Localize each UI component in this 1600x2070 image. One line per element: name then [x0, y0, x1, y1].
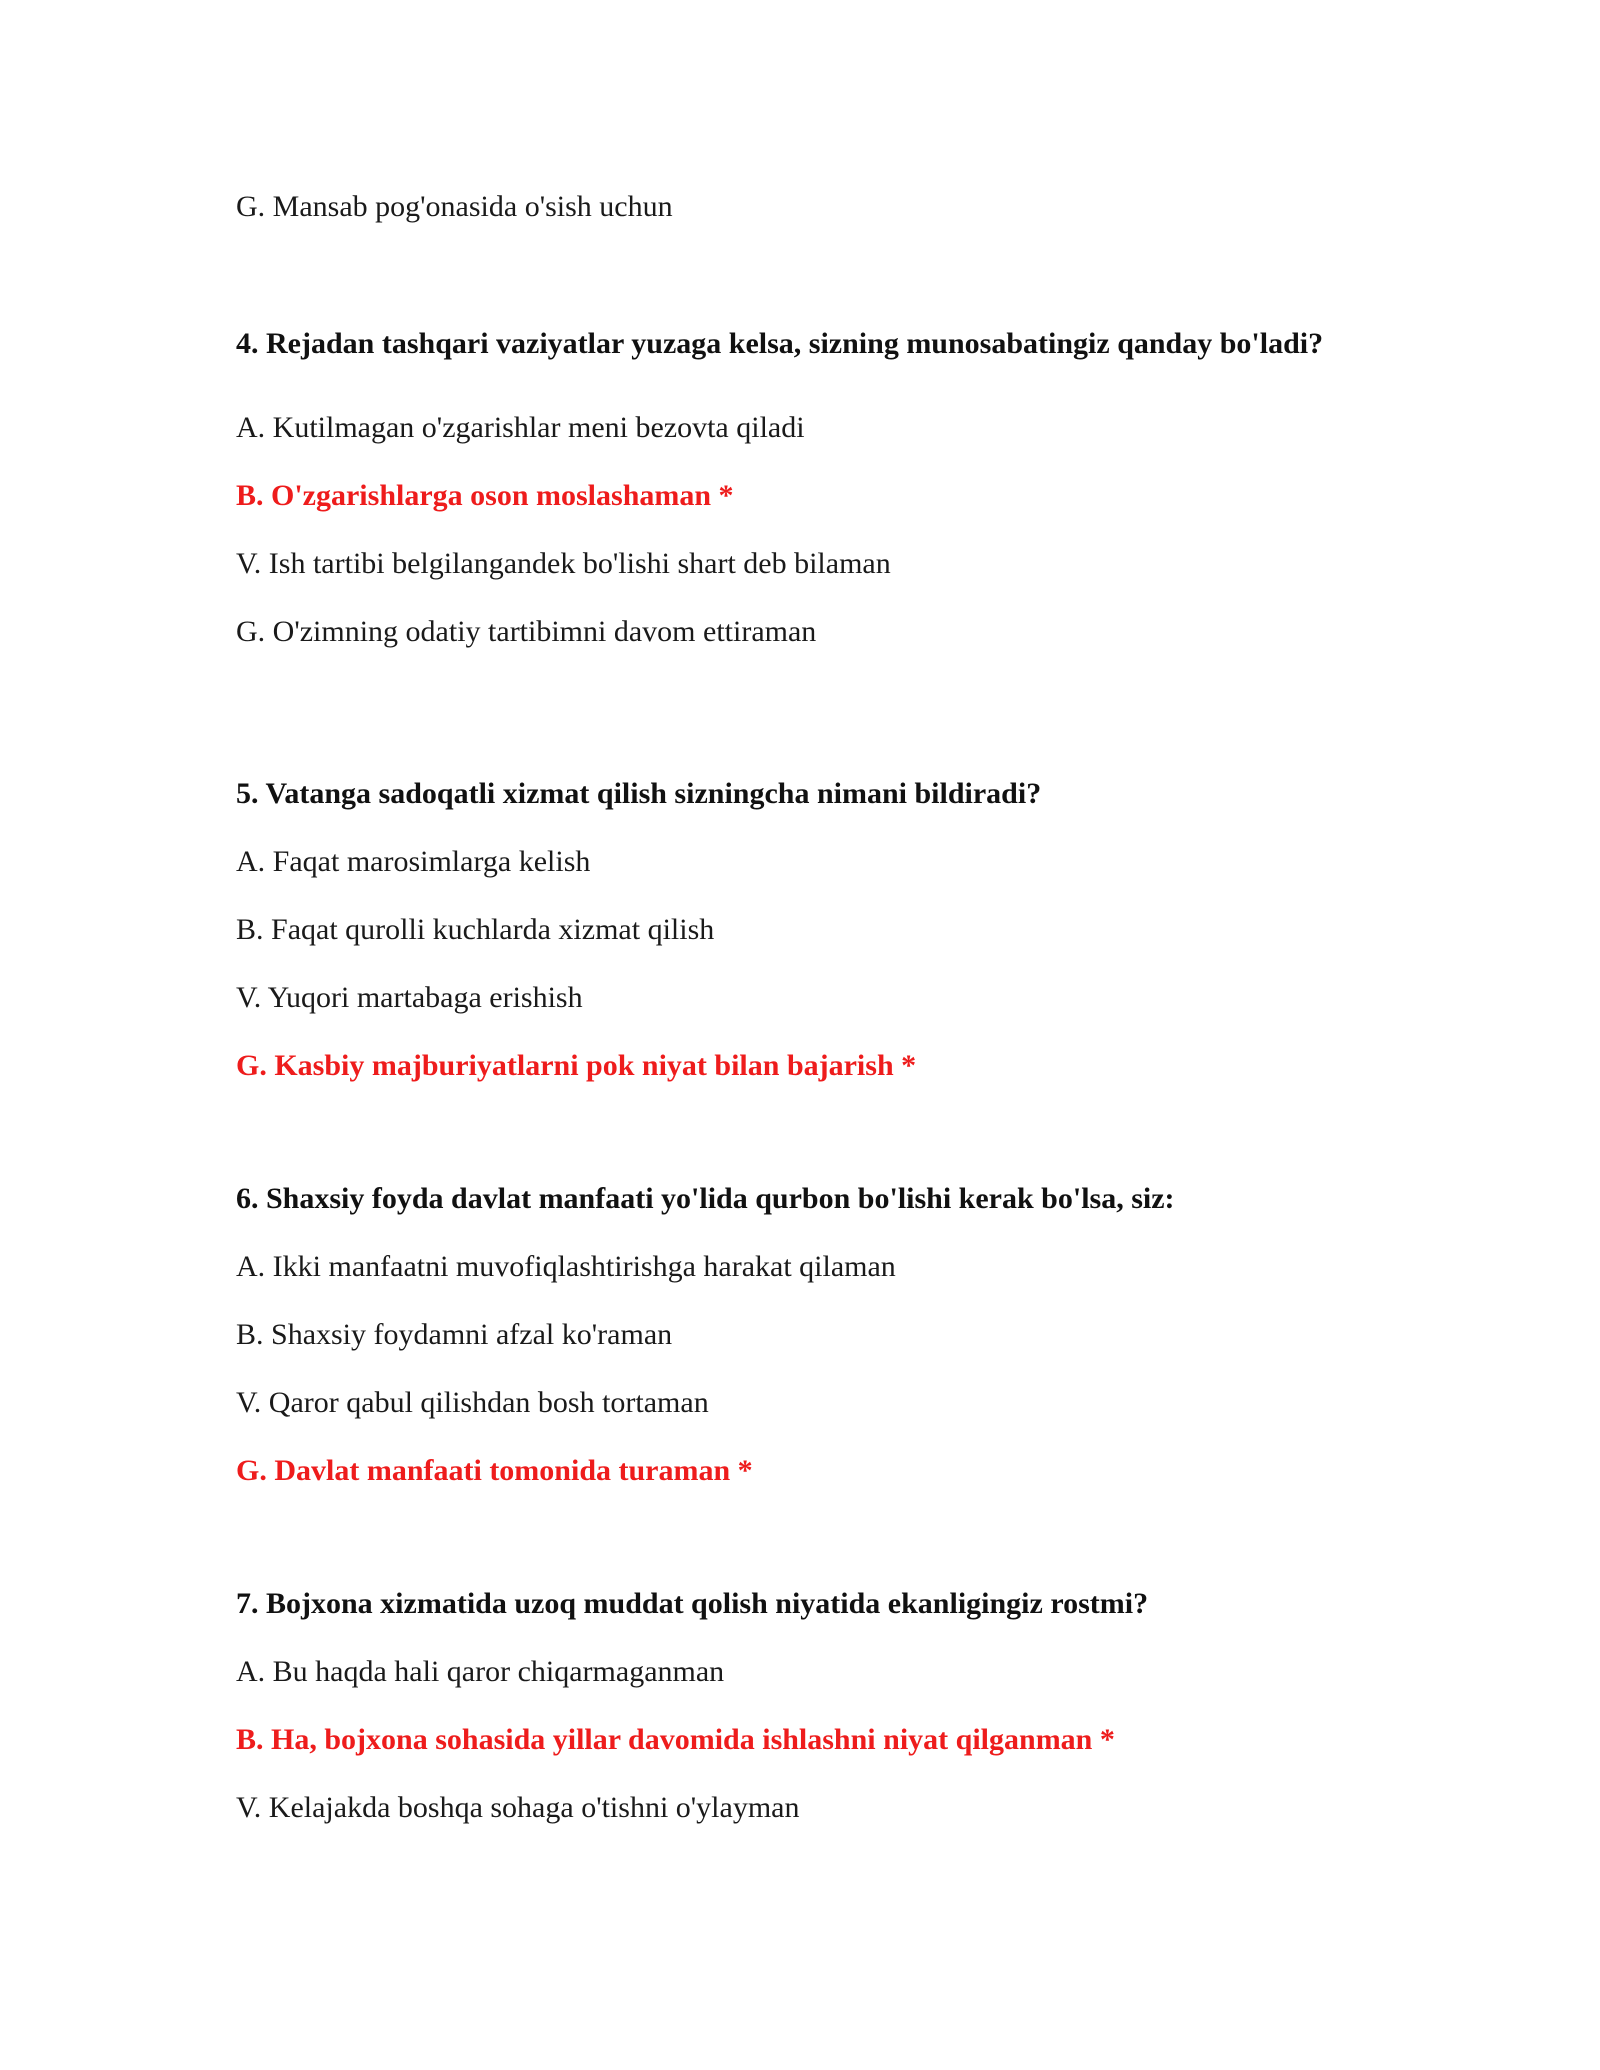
answer-option-v: V. Yuqori martabaga erishish: [236, 981, 583, 1014]
question-4-text: 4. Rejadan tashqari vaziyatlar yuzaga kelsa, sizning munosabatingiz qanday bo'ladi?: [236, 327, 1324, 360]
answer-option-b-correct: B. Ha, bojxona sohasida yillar davomida ishlashni niyat qilganman *: [236, 1723, 1115, 1756]
answer-option-b-correct: B. O'zgarishlarga oson moslashaman *: [236, 479, 734, 512]
answer-option-g-correct: G. Kasbiy majburiyatlarni pok niyat bilan bajarish *: [236, 1049, 917, 1082]
question-block-7: [236, 1584, 1366, 1856]
answer-option-v: V. Kelajakda boshqa sohaga o'tishni o'ylayman: [236, 1791, 800, 1824]
answer-option-v: V. Qaror qabul qilishdan bosh tortaman: [236, 1386, 709, 1419]
answer-option-a: A. Faqat marosimlarga kelish: [236, 845, 591, 878]
answer-option-g-correct: G. Davlat manfaati tomonida turaman *: [236, 1454, 753, 1487]
question-block-6: [236, 1179, 1366, 1519]
answer-option-a: A. Ikki manfaatni muvofiqlashtirishga harakat qilaman: [236, 1250, 896, 1283]
answer-option-g: G. O'zimning odatiy tartibimni davom ettiraman: [236, 615, 817, 648]
question-5-text: 5. Vatanga sadoqatli xizmat qilish sizningcha nimani bildiradi?: [236, 777, 1042, 810]
answer-option-g: G. Mansab pog'onasida o'sish uchun: [236, 190, 673, 223]
answer-option-b: B. Faqat qurolli kuchlarda xizmat qilish: [236, 913, 715, 946]
question-block-4: [236, 324, 1366, 680]
answer-option-a: A. Bu haqda hali qaror chiqarmaganman: [236, 1655, 725, 1688]
answer-option-v: V. Ish tartibi belgilangandek bo'lishi shart deb bilaman: [236, 547, 891, 580]
question-block-5: [236, 774, 1366, 1114]
answer-option-a: A. Kutilmagan o'zgarishlar meni bezovta qiladi: [236, 411, 805, 444]
question-6-text: 6. Shaxsiy foyda davlat manfaati yo'lida qurbon bo'lishi kerak bo'lsa, siz:: [236, 1182, 1175, 1215]
answer-option-b: B. Shaxsiy foydamni afzal ko'raman: [236, 1318, 673, 1351]
question-7-text: 7. Bojxona xizmatida uzoq muddat qolish niyatida ekanligingiz rostmi?: [236, 1587, 1149, 1620]
